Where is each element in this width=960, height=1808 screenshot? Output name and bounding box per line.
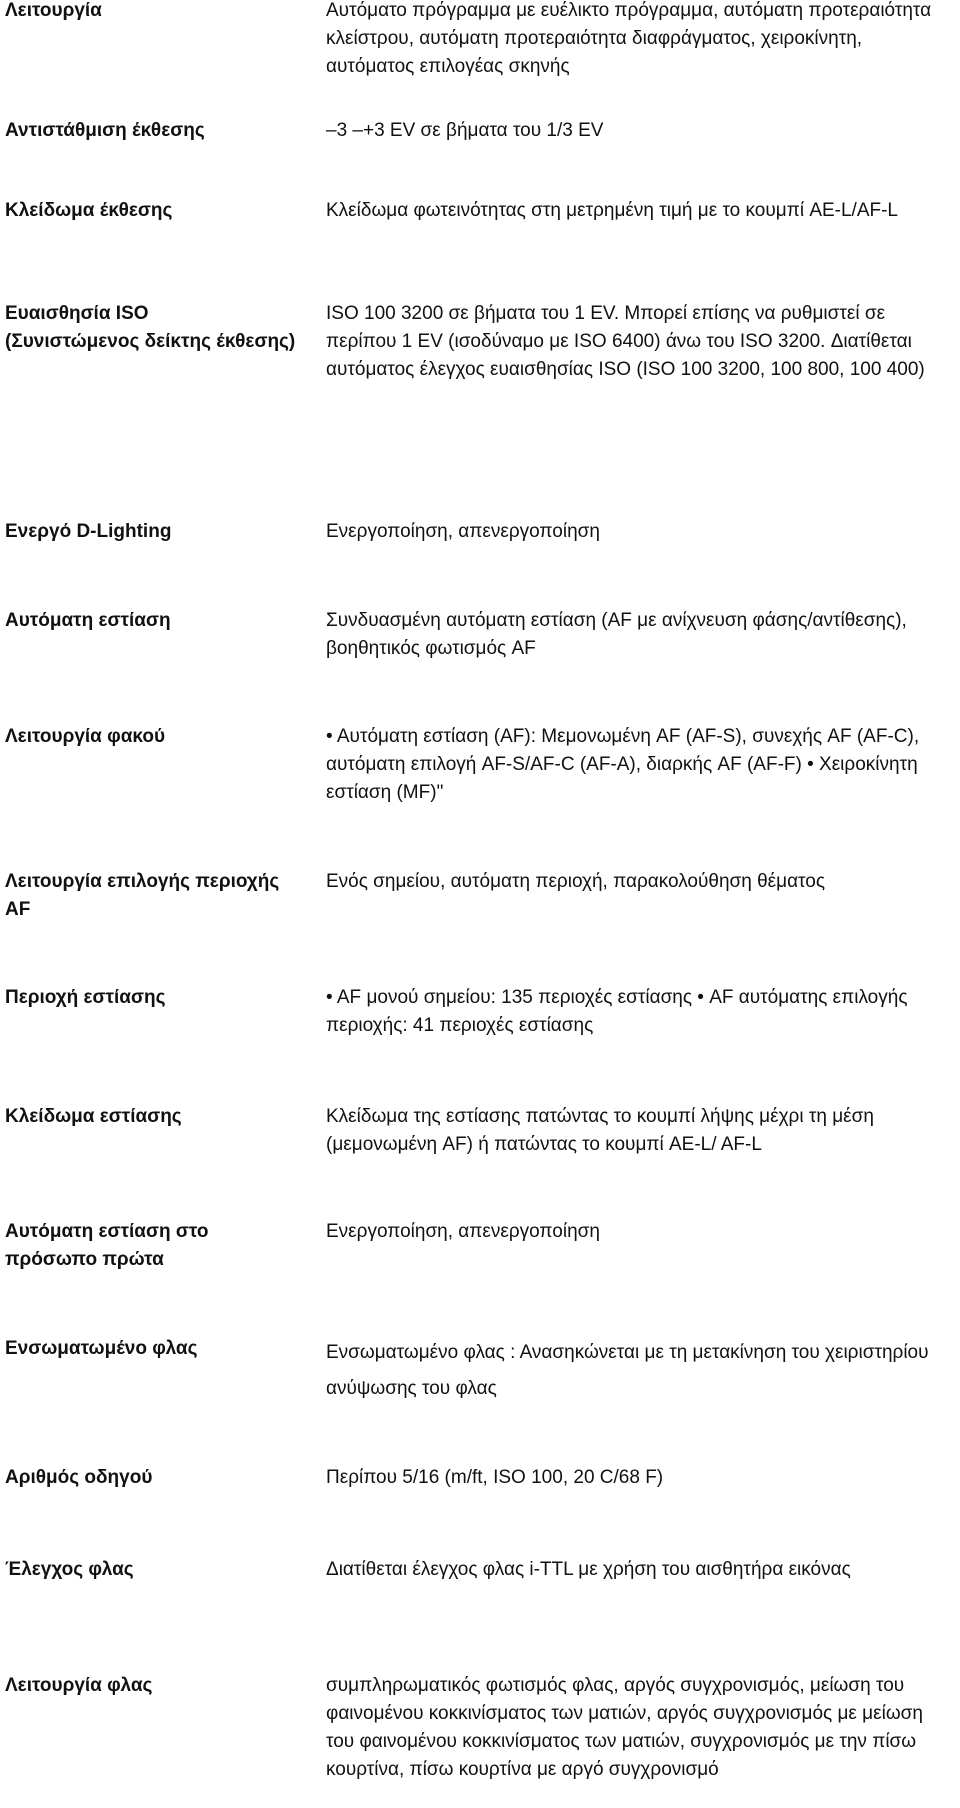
- spec-label: Έλεγχος φλας: [5, 1559, 134, 1580]
- spec-value: Ενεργοποίηση, απενεργοποίηση: [326, 521, 600, 542]
- spec-label: Λειτουργία φλας: [5, 1675, 153, 1696]
- spec-label: Αυτόματη εστίαση στο πρόσωπο πρώτα: [5, 1221, 209, 1270]
- spec-label: Ευαισθησία ISO (Συνιστώμενος δείκτης έκθεσης): [5, 303, 296, 352]
- spec-value: Κλείδωμα φωτεινότητας στη μετρημένη τιμή με το κουμπί AE-L/AF-L: [326, 200, 899, 221]
- spec-value: Περίπου 5/16 (m/ft, ISO 100, 20 C/68 F): [326, 1467, 664, 1488]
- spec-label: Κλείδωμα εστίασης: [5, 1106, 182, 1127]
- spec-label: Αυτόματη εστίαση: [5, 610, 171, 631]
- spec-label: Κλείδωμα έκθεσης: [5, 200, 173, 221]
- spec-value: Ενεργοποίηση, απενεργοποίηση: [326, 1221, 600, 1242]
- spec-label: Ενσωματωμένο φλας: [5, 1338, 198, 1359]
- spec-value: Αυτόματο πρόγραμμα με ευέλικτο πρόγραμμα, αυτόματη προτεραιότητα κλείστρου, αυτόματη προτεραιότητα διαφράγματος, χειροκίνητη, αυτόματος επιλογέας σκηνής: [326, 0, 932, 77]
- spec-value: συμπληρωματικός φωτισμός φλας, αργός συγχρονισμός, μείωση του φαινομένου κοκκινίσματος των ματιών, αργός συγχρονισμός με μείωση του φαινομένου κοκκινίσματος των ματιών, συγχρονισμός με την πίσω κουρτίνα, πίσω κουρτίνα με αργό συγχρονισμό: [326, 1675, 923, 1780]
- spec-label: Αντιστάθμιση έκθεσης: [5, 120, 205, 141]
- spec-value: Ενός σημείου, αυτόματη περιοχή, παρακολούθηση θέματος: [326, 871, 826, 892]
- spec-label: Λειτουργία επιλογής περιοχής AF: [5, 871, 280, 920]
- spec-label: Λειτουργία: [5, 0, 102, 21]
- spec-value: Ενσωματωμένο φλας : Ανασηκώνεται με τη μετακίνηση του χειριστηρίου ανύψωσης του φλας: [326, 1342, 929, 1399]
- spec-value: ISO 100 3200 σε βήματα του 1 EV. Μπορεί επίσης να ρυθμιστεί σε περίπου 1 EV (ισοδύναμο με ISO 6400) άνω του ISO 3200. Διατίθεται αυτόματος έλεγχος ευαισθησίας ISO (ISO 100 3200, 100 800, 100 400): [326, 303, 925, 380]
- spec-label: Ενεργό D-Lighting: [5, 521, 172, 542]
- spec-value: • AF μονού σημείου: 135 περιοχές εστίασης • AF αυτόματης επιλογής περιοχής: 41 περιοχές εστίασης: [326, 987, 908, 1036]
- spec-value: • Αυτόματη εστίαση (AF): Μεμονωμένη AF (AF-S), συνεχής AF (AF-C), αυτόματη επιλογή AF-S/AF-C (AF-A), διαρκής AF (AF-F) • Χειροκίνητη εστίαση (MF)": [326, 726, 920, 803]
- spec-label: Αριθμός οδηγού: [5, 1467, 153, 1488]
- spec-label: Λειτουργία φακού: [5, 726, 166, 747]
- spec-value: Διατίθεται έλεγχος φλας i-TTL με χρήση του αισθητήρα εικόνας: [326, 1559, 851, 1580]
- spec-label: Περιοχή εστίασης: [5, 987, 166, 1008]
- spec-value: –3 –+3 EV σε βήματα του 1/3 EV: [326, 120, 604, 141]
- spec-value: Κλείδωμα της εστίασης πατώντας το κουμπί λήψης μέχρι τη μέση (μεμονωμένη AF) ή πατώντας το κουμπί AE-L/ AF-L: [326, 1106, 874, 1155]
- spec-value: Συνδυασμένη αυτόματη εστίαση (AF με ανίχνευση φάσης/αντίθεσης), βοηθητικός φωτισμός AF: [326, 610, 907, 659]
